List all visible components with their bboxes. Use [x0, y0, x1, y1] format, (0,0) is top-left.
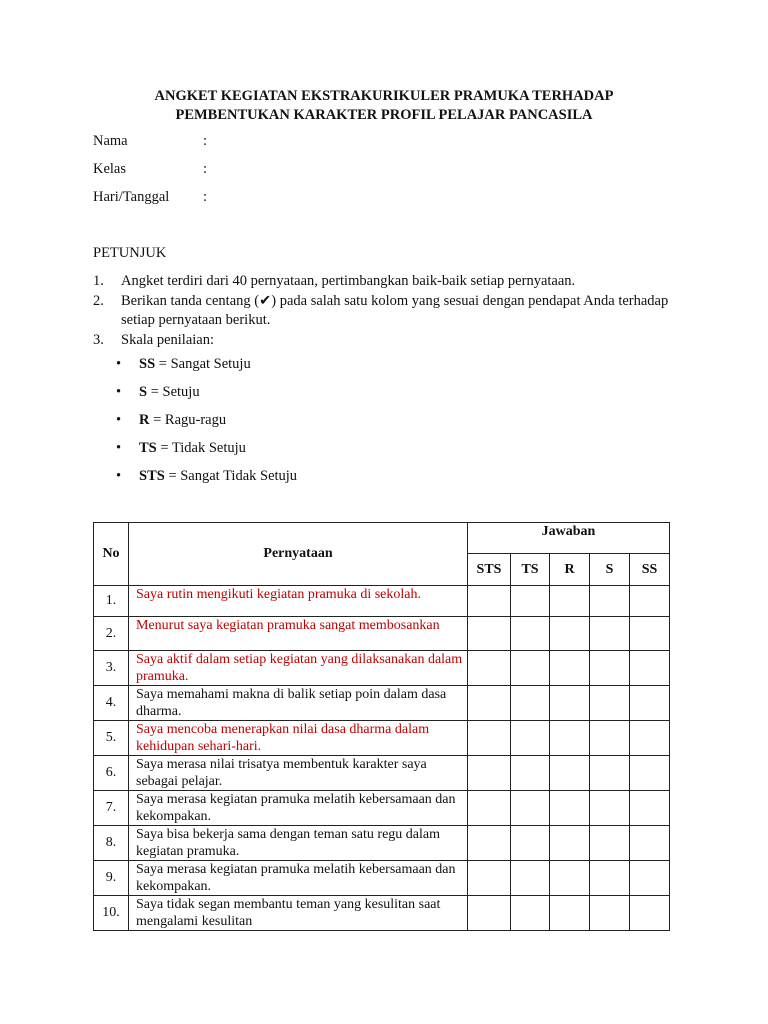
- bullet: •: [116, 384, 122, 400]
- row-number: 2.: [94, 617, 129, 651]
- option-header-r: R: [550, 554, 590, 586]
- answer-cell-s[interactable]: [590, 861, 630, 896]
- field-hari-tanggal: [93, 189, 207, 206]
- field-colon: :: [203, 133, 208, 149]
- answer-cell-ts[interactable]: [511, 721, 550, 756]
- scale-code: TS: [139, 440, 157, 456]
- answer-cell-s[interactable]: [590, 686, 630, 721]
- answer-cell-ts[interactable]: [511, 651, 550, 686]
- statement-text: Saya tidak segan membantu teman yang kesulitan saat mengalami kesulitan: [129, 896, 468, 931]
- answer-cell-r[interactable]: [550, 826, 590, 861]
- scale-item: [116, 410, 297, 438]
- instruction-text: Skala penilaian:: [121, 331, 215, 348]
- scale-desc: = Sangat Tidak Setuju: [164, 468, 298, 484]
- instruction-number: 1.: [93, 273, 104, 289]
- answer-cell-sts[interactable]: [468, 617, 511, 651]
- statement-text: Saya mencoba menerapkan nilai dasa dharma dalam kehidupan sehari-hari.: [129, 721, 468, 756]
- scale-item: [116, 466, 297, 494]
- header-statement: Pernyataan: [129, 523, 468, 586]
- field-kelas: [93, 161, 207, 178]
- row-number: 8.: [94, 826, 129, 861]
- row-number: 1.: [94, 586, 129, 617]
- answer-cell-s[interactable]: [590, 617, 630, 651]
- bullet: •: [116, 412, 122, 428]
- scale-list: [116, 354, 297, 494]
- answer-cell-sts[interactable]: [468, 791, 511, 826]
- answer-cell-ss[interactable]: [630, 826, 670, 861]
- field-label: Nama: [93, 133, 128, 149]
- table-row: [94, 896, 670, 931]
- scale-desc: = Ragu-ragu: [149, 412, 227, 428]
- title-line-2: PEMBENTUKAN KARAKTER PROFIL PELAJAR PANCASILA: [175, 107, 593, 123]
- table-row: [94, 617, 670, 651]
- field-label: Kelas: [93, 161, 127, 177]
- row-number: 10.: [94, 896, 129, 931]
- answer-cell-r[interactable]: [550, 896, 590, 931]
- answer-cell-r[interactable]: [550, 586, 590, 617]
- table-row: [94, 721, 670, 756]
- field-nama: [93, 133, 207, 150]
- answer-cell-r[interactable]: [550, 617, 590, 651]
- header-no: No: [94, 523, 129, 586]
- answer-cell-ss[interactable]: [630, 651, 670, 686]
- field-colon: :: [203, 189, 208, 205]
- table-row: [94, 826, 670, 861]
- answer-cell-sts[interactable]: [468, 721, 511, 756]
- scale-item: [116, 354, 297, 382]
- answer-cell-s[interactable]: [590, 756, 630, 791]
- field-label: Hari/Tanggal: [93, 189, 170, 205]
- answer-cell-sts[interactable]: [468, 826, 511, 861]
- option-header-ss: SS: [630, 554, 670, 586]
- table-body: [94, 586, 670, 931]
- answer-cell-sts[interactable]: [468, 586, 511, 617]
- scale-item: [116, 382, 297, 410]
- table-row: [94, 756, 670, 791]
- header-answer: Jawaban: [468, 523, 670, 554]
- answer-cell-s[interactable]: [590, 896, 630, 931]
- statement-text: Menurut saya kegiatan pramuka sangat membosankan: [129, 617, 468, 651]
- field-colon: :: [203, 161, 208, 177]
- instruction-text: Berikan tanda centang (✔) pada salah satu kolom yang sesuai dengan pendapat Anda terhadap setiap pernyataan berikut.: [121, 292, 669, 328]
- row-number: 3.: [94, 651, 129, 686]
- answer-cell-r[interactable]: [550, 756, 590, 791]
- scale-code: S: [139, 384, 148, 400]
- row-number: 9.: [94, 861, 129, 896]
- answer-cell-ss[interactable]: [630, 586, 670, 617]
- instruction-number: 3.: [93, 331, 104, 348]
- answer-cell-r[interactable]: [550, 791, 590, 826]
- answer-cell-r[interactable]: [550, 721, 590, 756]
- answer-cell-ts[interactable]: [511, 586, 550, 617]
- title-line-1: ANGKET KEGIATAN EKSTRAKURIKULER PRAMUKA TERHADAP: [154, 88, 614, 104]
- instruction-number: 2.: [93, 292, 104, 309]
- document-title: [0, 87, 768, 125]
- statement-text: Saya bisa bekerja sama dengan teman satu regu dalam kegiatan pramuka.: [129, 826, 468, 861]
- table-row: [94, 686, 670, 721]
- answer-cell-sts[interactable]: [468, 686, 511, 721]
- table-row: [94, 861, 670, 896]
- answer-cell-r[interactable]: [550, 861, 590, 896]
- answer-cell-ss[interactable]: [630, 721, 670, 756]
- row-number: 7.: [94, 791, 129, 826]
- answer-cell-sts[interactable]: [468, 896, 511, 931]
- answer-cell-ss[interactable]: [630, 896, 670, 931]
- answer-cell-ss[interactable]: [630, 686, 670, 721]
- table-row: [94, 791, 670, 826]
- answer-cell-r[interactable]: [550, 651, 590, 686]
- statement-text: Saya merasa kegiatan pramuka melatih kebersamaan dan kekompakan.: [129, 861, 468, 896]
- instruction-item: [93, 331, 673, 351]
- statement-text: Saya aktif dalam setiap kegiatan yang dilaksanakan dalam pramuka.: [129, 651, 468, 686]
- answer-cell-r[interactable]: [550, 686, 590, 721]
- bullet: •: [116, 468, 122, 484]
- row-number: 5.: [94, 721, 129, 756]
- answer-cell-ts[interactable]: [511, 861, 550, 896]
- answer-cell-ts[interactable]: [511, 826, 550, 861]
- instruction-item: [93, 292, 673, 331]
- answer-cell-s[interactable]: [590, 826, 630, 861]
- statement-text: Saya memahami makna di balik setiap poin dalam dasa dharma.: [129, 686, 468, 721]
- table-row: [94, 586, 670, 617]
- answer-cell-sts[interactable]: [468, 756, 511, 791]
- answer-cell-ts[interactable]: [511, 756, 550, 791]
- table-row: [94, 651, 670, 686]
- instruction-item: [93, 272, 673, 292]
- row-number: 4.: [94, 686, 129, 721]
- answer-cell-s[interactable]: [590, 586, 630, 617]
- questionnaire-table: [93, 522, 670, 931]
- scale-code: SS: [139, 356, 156, 372]
- bullet: •: [116, 356, 122, 372]
- answer-cell-ts[interactable]: [511, 686, 550, 721]
- statement-text: Saya rutin mengikuti kegiatan pramuka di sekolah.: [129, 586, 468, 617]
- bullet: •: [116, 440, 122, 456]
- option-header-ts: TS: [511, 554, 550, 586]
- answer-cell-s[interactable]: [590, 791, 630, 826]
- answer-cell-sts[interactable]: [468, 651, 511, 686]
- statement-text: Saya merasa kegiatan pramuka melatih kebersamaan dan kekompakan.: [129, 791, 468, 826]
- option-header-s: S: [590, 554, 630, 586]
- scale-desc: = Setuju: [147, 384, 200, 400]
- answer-cell-sts[interactable]: [468, 861, 511, 896]
- instruction-text: Angket terdiri dari 40 pernyataan, pertimbangkan baik-baik setiap pernyataan.: [121, 273, 576, 289]
- answer-cell-s[interactable]: [590, 651, 630, 686]
- scale-code: STS: [139, 468, 165, 484]
- answer-cell-ss[interactable]: [630, 861, 670, 896]
- scale-desc: = Tidak Setuju: [156, 440, 246, 456]
- answer-cell-ts[interactable]: [511, 896, 550, 931]
- row-number: 6.: [94, 756, 129, 791]
- instruction-list: [93, 272, 673, 350]
- statement-text: Saya merasa nilai trisatya membentuk karakter saya sebagai pelajar.: [129, 756, 468, 791]
- answer-cell-ss[interactable]: [630, 756, 670, 791]
- option-header-sts: STS: [468, 554, 511, 586]
- scale-item: [116, 438, 297, 466]
- scale-desc: = Sangat Setuju: [155, 356, 251, 372]
- answer-cell-ts[interactable]: [511, 791, 550, 826]
- answer-cell-s[interactable]: [590, 721, 630, 756]
- answer-cell-ss[interactable]: [630, 617, 670, 651]
- answer-cell-ts[interactable]: [511, 617, 550, 651]
- answer-cell-ss[interactable]: [630, 791, 670, 826]
- scale-code: R: [139, 412, 150, 428]
- section-heading-petunjuk: PETUNJUK: [93, 245, 167, 261]
